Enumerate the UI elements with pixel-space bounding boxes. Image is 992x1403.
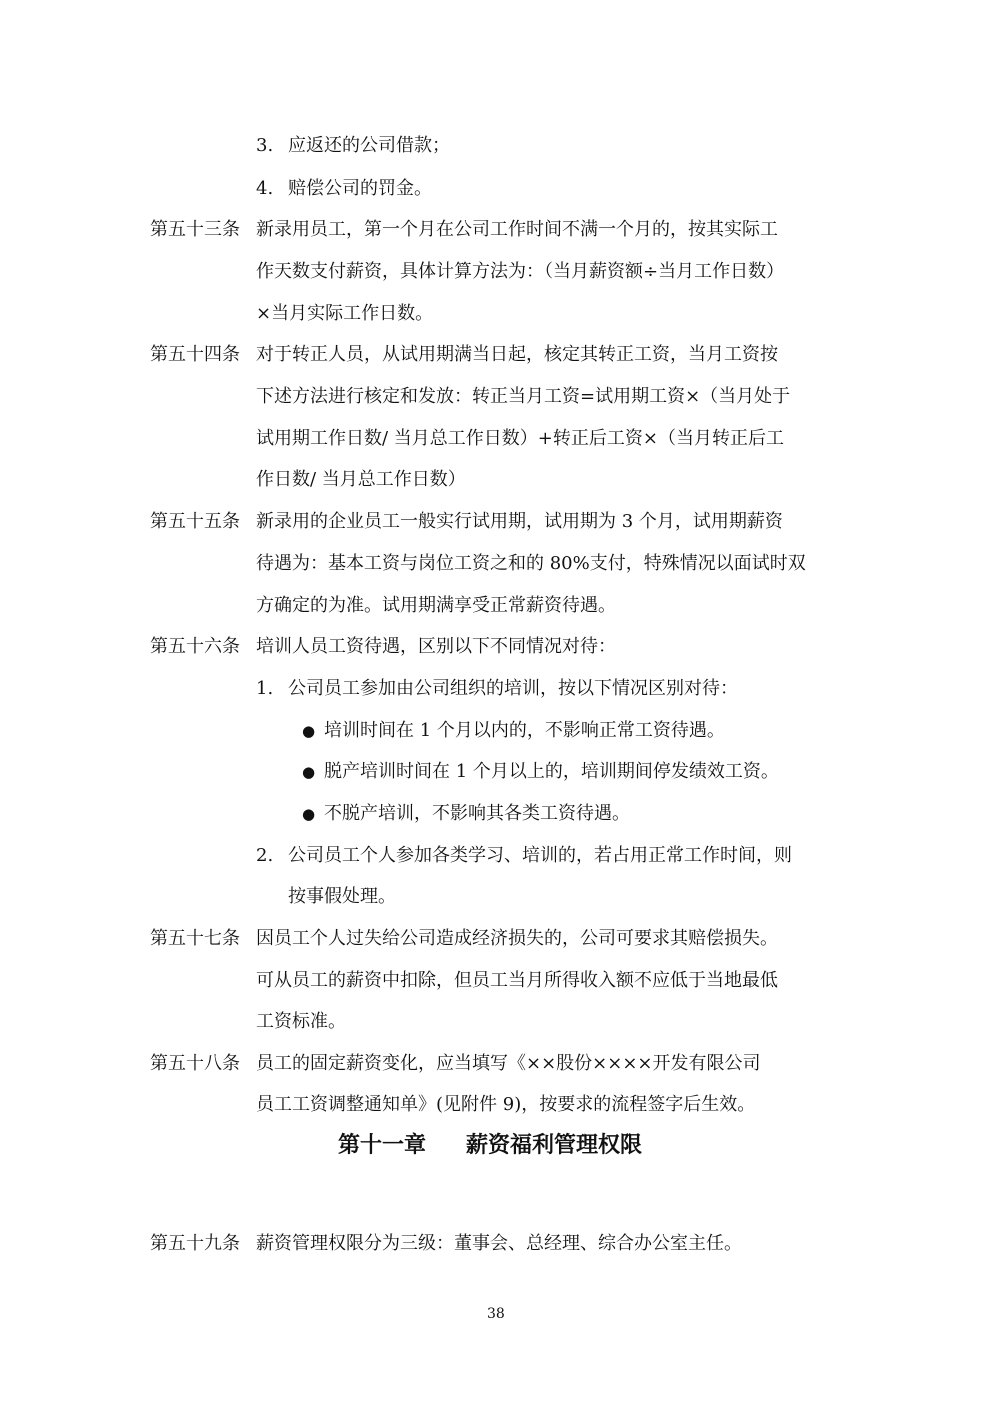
article-57-label: 第五十七条 <box>150 928 240 949</box>
list-number: 2. <box>256 845 274 866</box>
list-number: 1. <box>256 678 274 699</box>
article-57-line-1: 因员工个人过失给公司造成经济损失的，公司可要求其赔偿损失。 <box>256 928 778 949</box>
bullet-icon: ● <box>302 805 316 823</box>
article-54-line-3: 试用期工作日数/ 当月总工作日数）+转正后工资×（当月转正后工 <box>256 428 784 449</box>
article-55-line-1: 新录用的企业员工一般实行试用期，试用期为 3 个月，试用期薪资 <box>256 511 783 532</box>
bullet-text: 培训时间在 1 个月以内的，不影响正常工资待遇。 <box>324 720 725 741</box>
article-56-list-item-2-cont: 按事假处理。 <box>288 886 396 907</box>
article-54-line-2: 下述方法进行核定和发放：转正当月工资=试用期工资×（当月处于 <box>256 386 791 407</box>
bullet-item-2 <box>302 760 779 784</box>
list-text: 应返还的公司借款； <box>288 135 450 156</box>
list-number: 4. <box>256 178 274 199</box>
bullet-text: 脱产培训时间在 1 个月以上的，培训期间停发绩效工资。 <box>324 761 779 782</box>
article-54-label: 第五十四条 <box>150 344 240 365</box>
bullet-icon: ● <box>302 763 316 781</box>
article-57-line-2: 可从员工的薪资中扣除，但员工当月所得收入额不应低于当地最低 <box>256 970 778 991</box>
chapter-number: 第十一章 <box>338 1132 427 1158</box>
article-53-line-2: 作天数支付薪资，具体计算方法为：（当月薪资额÷当月工作日数） <box>256 261 785 282</box>
article-55-line-2: 待遇为：基本工资与岗位工资之和的 80%支付，特殊情况以面试时双 <box>256 553 806 574</box>
bullet-item-3 <box>302 802 630 826</box>
list-text: 公司员工参加由公司组织的培训，按以下情况区别对待： <box>288 678 738 699</box>
article-55-label: 第五十五条 <box>150 511 240 532</box>
page-number: 38 <box>487 1306 505 1322</box>
article-58-line-1: 员工的固定薪资变化，应当填写《××股份××××开发有限公司 <box>256 1053 761 1074</box>
article-55-line-3: 方确定的为准。试用期满享受正常薪资待遇。 <box>256 595 616 616</box>
article-53-line-3: ×当月实际工作日数。 <box>256 303 434 324</box>
article-53-line-1: 新录用员工，第一个月在公司工作时间不满一个月的，按其实际工 <box>256 219 778 240</box>
article-56-line-1: 培训人员工资待遇，区别以下不同情况对待： <box>256 636 616 657</box>
article-58-line-2: 员工工资调整通知单》(见附件 9)，按要求的流程签字后生效。 <box>256 1094 756 1115</box>
article-59-label: 第五十九条 <box>150 1233 240 1254</box>
article-54-line-4: 作日数/ 当月总工作日数） <box>256 469 466 490</box>
list-item-3 <box>256 134 450 158</box>
list-text: 公司员工个人参加各类学习、培训的，若占用正常工作时间，则 <box>288 845 792 866</box>
article-58-label: 第五十八条 <box>150 1053 240 1074</box>
article-54-line-1: 对于转正人员，从试用期满当日起，核定其转正工资，当月工资按 <box>256 344 778 365</box>
chapter-heading <box>338 1131 642 1159</box>
bullet-icon: ● <box>302 722 316 740</box>
article-56-label: 第五十六条 <box>150 636 240 657</box>
article-53-label: 第五十三条 <box>150 219 240 240</box>
article-57-line-3: 工资标准。 <box>256 1011 346 1032</box>
list-text: 赔偿公司的罚金。 <box>288 178 432 199</box>
chapter-title: 薪资福利管理权限 <box>466 1132 643 1158</box>
article-56-list-item-1 <box>256 677 738 701</box>
list-number: 3. <box>256 135 274 156</box>
bullet-item-1 <box>302 719 725 743</box>
list-item-4 <box>256 177 432 201</box>
article-56-list-item-2 <box>256 844 792 868</box>
article-59-line-1: 薪资管理权限分为三级：董事会、总经理、综合办公室主任。 <box>256 1233 742 1254</box>
bullet-text: 不脱产培训，不影响其各类工资待遇。 <box>324 803 630 824</box>
